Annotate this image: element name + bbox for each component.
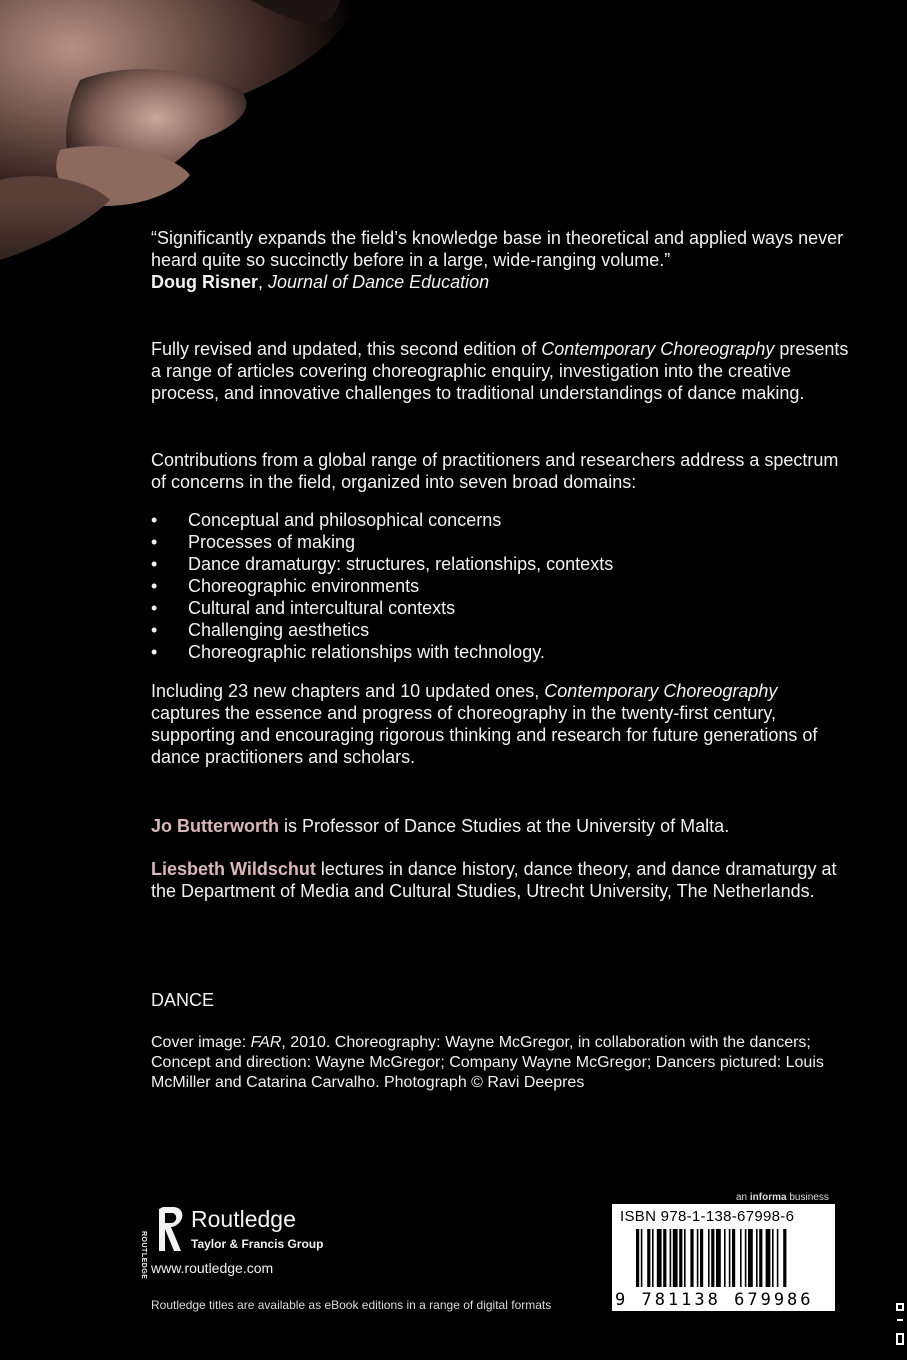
list-item: • Challenging aesthetics (151, 619, 613, 641)
ebook-note: Routledge titles are available as eBook editions in a range of digital formats (151, 1298, 552, 1312)
list-item: • Dance dramaturgy: structures, relationships, contexts (151, 553, 613, 575)
credit-rest: , 2010. Choreography: Wayne McGregor, in collaboration with the dancers; Concept and direction: Wayne McGregor; Company Wayne McGregor; Dancers pictured: Louis McMiller and Catarina Carvalho. Photograph © Ravi Deepres (151, 1034, 824, 1091)
p1-text-b: presents a range of articles covering choreographic enquiry, investigation into the creative process, and innovative challenges to traditional understandings of dance making. (151, 339, 849, 403)
isbn-label: ISBN 978-1-138-67998-6 (620, 1208, 795, 1225)
description-paragraph-2: Contributions from a global range of practitioners and researchers address a spectrum of concerns in the field, organized into seven broad domains: (151, 450, 839, 492)
informa-tagline (736, 1192, 829, 1203)
cover-credit (151, 1033, 851, 1093)
list-item: • Conceptual and philosophical concerns (151, 509, 613, 531)
informa-brand: informa (749, 1192, 787, 1203)
isbn-barcode-box (612, 1204, 835, 1311)
credit-work: FAR (250, 1034, 282, 1051)
spine-edge-mark (893, 1300, 907, 1360)
quote-author: Doug Risner (151, 272, 259, 292)
author-bio-1 (151, 815, 851, 837)
author-name-2: Liesbeth Wildschut (151, 859, 316, 879)
quote-separator: , (258, 272, 269, 292)
description-paragraph-3 (151, 680, 851, 768)
list-item: • Cultural and intercultural contexts (151, 597, 613, 619)
list-item: • Processes of making (151, 531, 613, 553)
credit-prefix: Cover image: (151, 1034, 251, 1051)
quote-source: Journal of Dance Education (268, 272, 490, 292)
list-item: • Choreographic environments (151, 575, 613, 597)
review-quote (151, 227, 851, 293)
list-item: • Choreographic relationships with technology. (151, 641, 613, 663)
bio-text-2: lectures in dance history, dance theory, and dance dramaturgy at the Department of Media and Cultural Studies, Utrecht University, The Netherlands. (151, 859, 837, 901)
p3-text-b: captures the essence and progress of choreography in the twenty-first century, supporting and encouraging rigorous thinking and research for future generations of dance practitioners and scholars. (151, 703, 818, 767)
publisher-website: www.routledge.com (151, 1260, 274, 1276)
barcode-icon (636, 1229, 828, 1287)
barcode-digits: 9 781138 679986 (615, 1290, 814, 1310)
informa-prefix: an (736, 1192, 750, 1203)
author-bio-2 (151, 858, 851, 902)
routledge-r-icon (151, 1205, 185, 1255)
bio-text-1: is Professor of Dance Studies at the University of Malta. (279, 816, 730, 836)
informa-suffix: business (786, 1192, 829, 1203)
p1-book-title: Contemporary Choreography (541, 339, 775, 359)
domains-list (151, 509, 613, 663)
quote-text: “Significantly expands the field’s knowledge base in theoretical and applied ways never heard quite so succinctly before in a large, wide-ranging volume.” (151, 228, 844, 270)
logo-vertical-text: ROUTLEDGE (140, 1231, 147, 1280)
publisher-name: Routledge (191, 1206, 296, 1232)
p3-text-a: Including 23 new chapters and 10 updated ones, (151, 681, 545, 701)
subject-category: DANCE (151, 990, 215, 1010)
description-paragraph-1 (151, 338, 851, 404)
p3-book-title: Contemporary Choreography (544, 681, 778, 701)
p1-text-a: Fully revised and updated, this second edition of (151, 339, 542, 359)
author-name-1: Jo Butterworth (151, 816, 279, 836)
publisher-group: Taylor & Francis Group (191, 1237, 324, 1251)
